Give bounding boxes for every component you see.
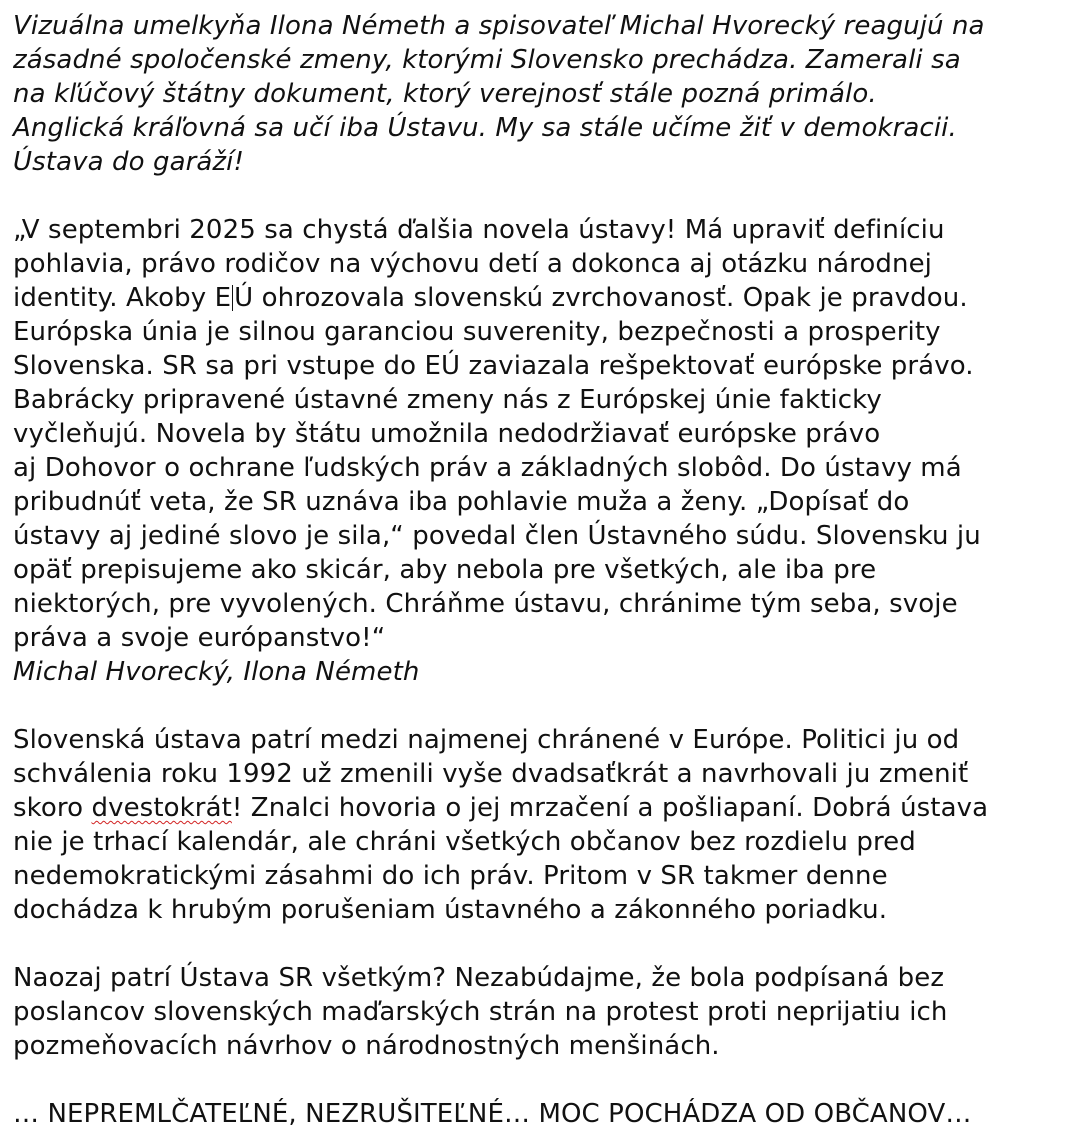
intro-paragraph [13, 9, 1068, 179]
closing-paragraph [13, 1097, 1068, 1131]
quote-paragraph [13, 213, 1068, 689]
paragraph-line: dochádza k hrubým porušeniam ústavného a zákonného poriadku. [13, 895, 888, 925]
paragraph-line-segment: skoro [13, 793, 92, 823]
minorities-paragraph [13, 961, 1068, 1063]
quote-line: „V septembri 2025 sa chystá ďalšia novela ústavy! Má upraviť definíciu [13, 215, 945, 245]
closing-line: … NEPREMLČATEĽNÉ, NEZRUŠITEĽNÉ… MOC POCHÁDZA OD OBČANOV… [13, 1099, 972, 1129]
paragraph-line: poslancov slovenských maďarských strán na protest proti neprijatiu ich [13, 997, 948, 1027]
intro-line: zásadné spoločenské zmeny, ktorými Slovensko prechádza. Zamerali sa [13, 45, 961, 75]
quote-line [13, 281, 1068, 315]
quote-line: niektorých, pre vyvolených. Chráňme ústavu, chránime tým seba, svoje [13, 589, 958, 619]
paragraph-gap [13, 927, 1068, 961]
paragraph-line: pozmeňovacích návrhov o národnostných menšinách. [13, 1031, 720, 1061]
paragraph-line: nie je trhací kalendár, ale chráni všetkých občanov bez rozdielu pred [13, 827, 916, 857]
intro-line: Vizuálna umelkyňa Ilona Németh a spisovateľ Michal Hvorecký reagujú na [13, 11, 985, 41]
quote-line-segment: Ú ohrozovala slovenskú zvrchovanosť. Opak je pravdou. [234, 283, 968, 313]
quote-line: Babrácky pripravené ústavné zmeny nás z Európskej únie fakticky [13, 385, 882, 415]
text-cursor [232, 285, 233, 311]
intro-line: Ústava do garáží! [13, 147, 245, 177]
quote-line: opäť prepisujeme ako skicár, aby nebola pre všetkých, ale iba pre [13, 555, 877, 585]
quote-signature: Michal Hvorecký, Ilona Németh [13, 657, 420, 687]
paragraph-line: Naozaj patrí Ústava SR všetkým? Nezabúdajme, že bola podpísaná bez [13, 963, 945, 993]
paragraph-gap [13, 1063, 1068, 1097]
spellcheck-flagged-word[interactable]: dvestokrát [91, 793, 232, 823]
quote-line: aj Dohovor o ochrane ľudských práv a základných slobôd. Do ústavy má [13, 453, 962, 483]
paragraph-line: Slovenská ústava patrí medzi najmenej chránené v Európe. Politici ju od [13, 725, 960, 755]
constitution-paragraph [13, 723, 1068, 927]
paragraph-line [13, 791, 1068, 825]
paragraph-line-segment: ! Znalci hovoria o jej mrzačení a pošliapaní. Dobrá ústava [231, 793, 989, 823]
paragraph-gap [13, 179, 1068, 213]
intro-line: Anglická kráľovná sa učí iba Ústavu. My sa stále učíme žiť v demokracii. [13, 113, 957, 143]
quote-line: práva a svoje európanstvo!“ [13, 623, 386, 653]
intro-line: na kľúčový štátny dokument, ktorý verejnosť stále pozná primálo. [13, 79, 877, 109]
quote-line: ústavy aj jediné slovo je sila,“ povedal člen Ústavného súdu. Slovensku ju [13, 521, 981, 551]
paragraph-line: schválenia roku 1992 už zmenili vyše dvadsaťkrát a navrhovali ju zmeniť [13, 759, 969, 789]
quote-line-segment: identity. Akoby E [13, 283, 232, 313]
document-body[interactable] [13, 9, 1068, 1131]
quote-line: Slovenska. SR sa pri vstupe do EÚ zaviazala rešpektovať európske právo. [13, 351, 974, 381]
quote-line: pohlavia, právo rodičov na výchovu detí a dokonca aj otázku národnej [13, 249, 933, 279]
quote-line: Európska únia je silnou garanciou suverenity, bezpečnosti a prosperity [13, 317, 941, 347]
paragraph-line: nedemokratickými zásahmi do ich práv. Pritom v SR takmer denne [13, 861, 888, 891]
quote-line: vyčleňujú. Novela by štátu umožnila nedodržiavať európske právo [13, 419, 881, 449]
quote-line: pribudnúť veta, že SR uznáva iba pohlavie muža a ženy. „Dopísať do [13, 487, 910, 517]
paragraph-gap [13, 689, 1068, 723]
